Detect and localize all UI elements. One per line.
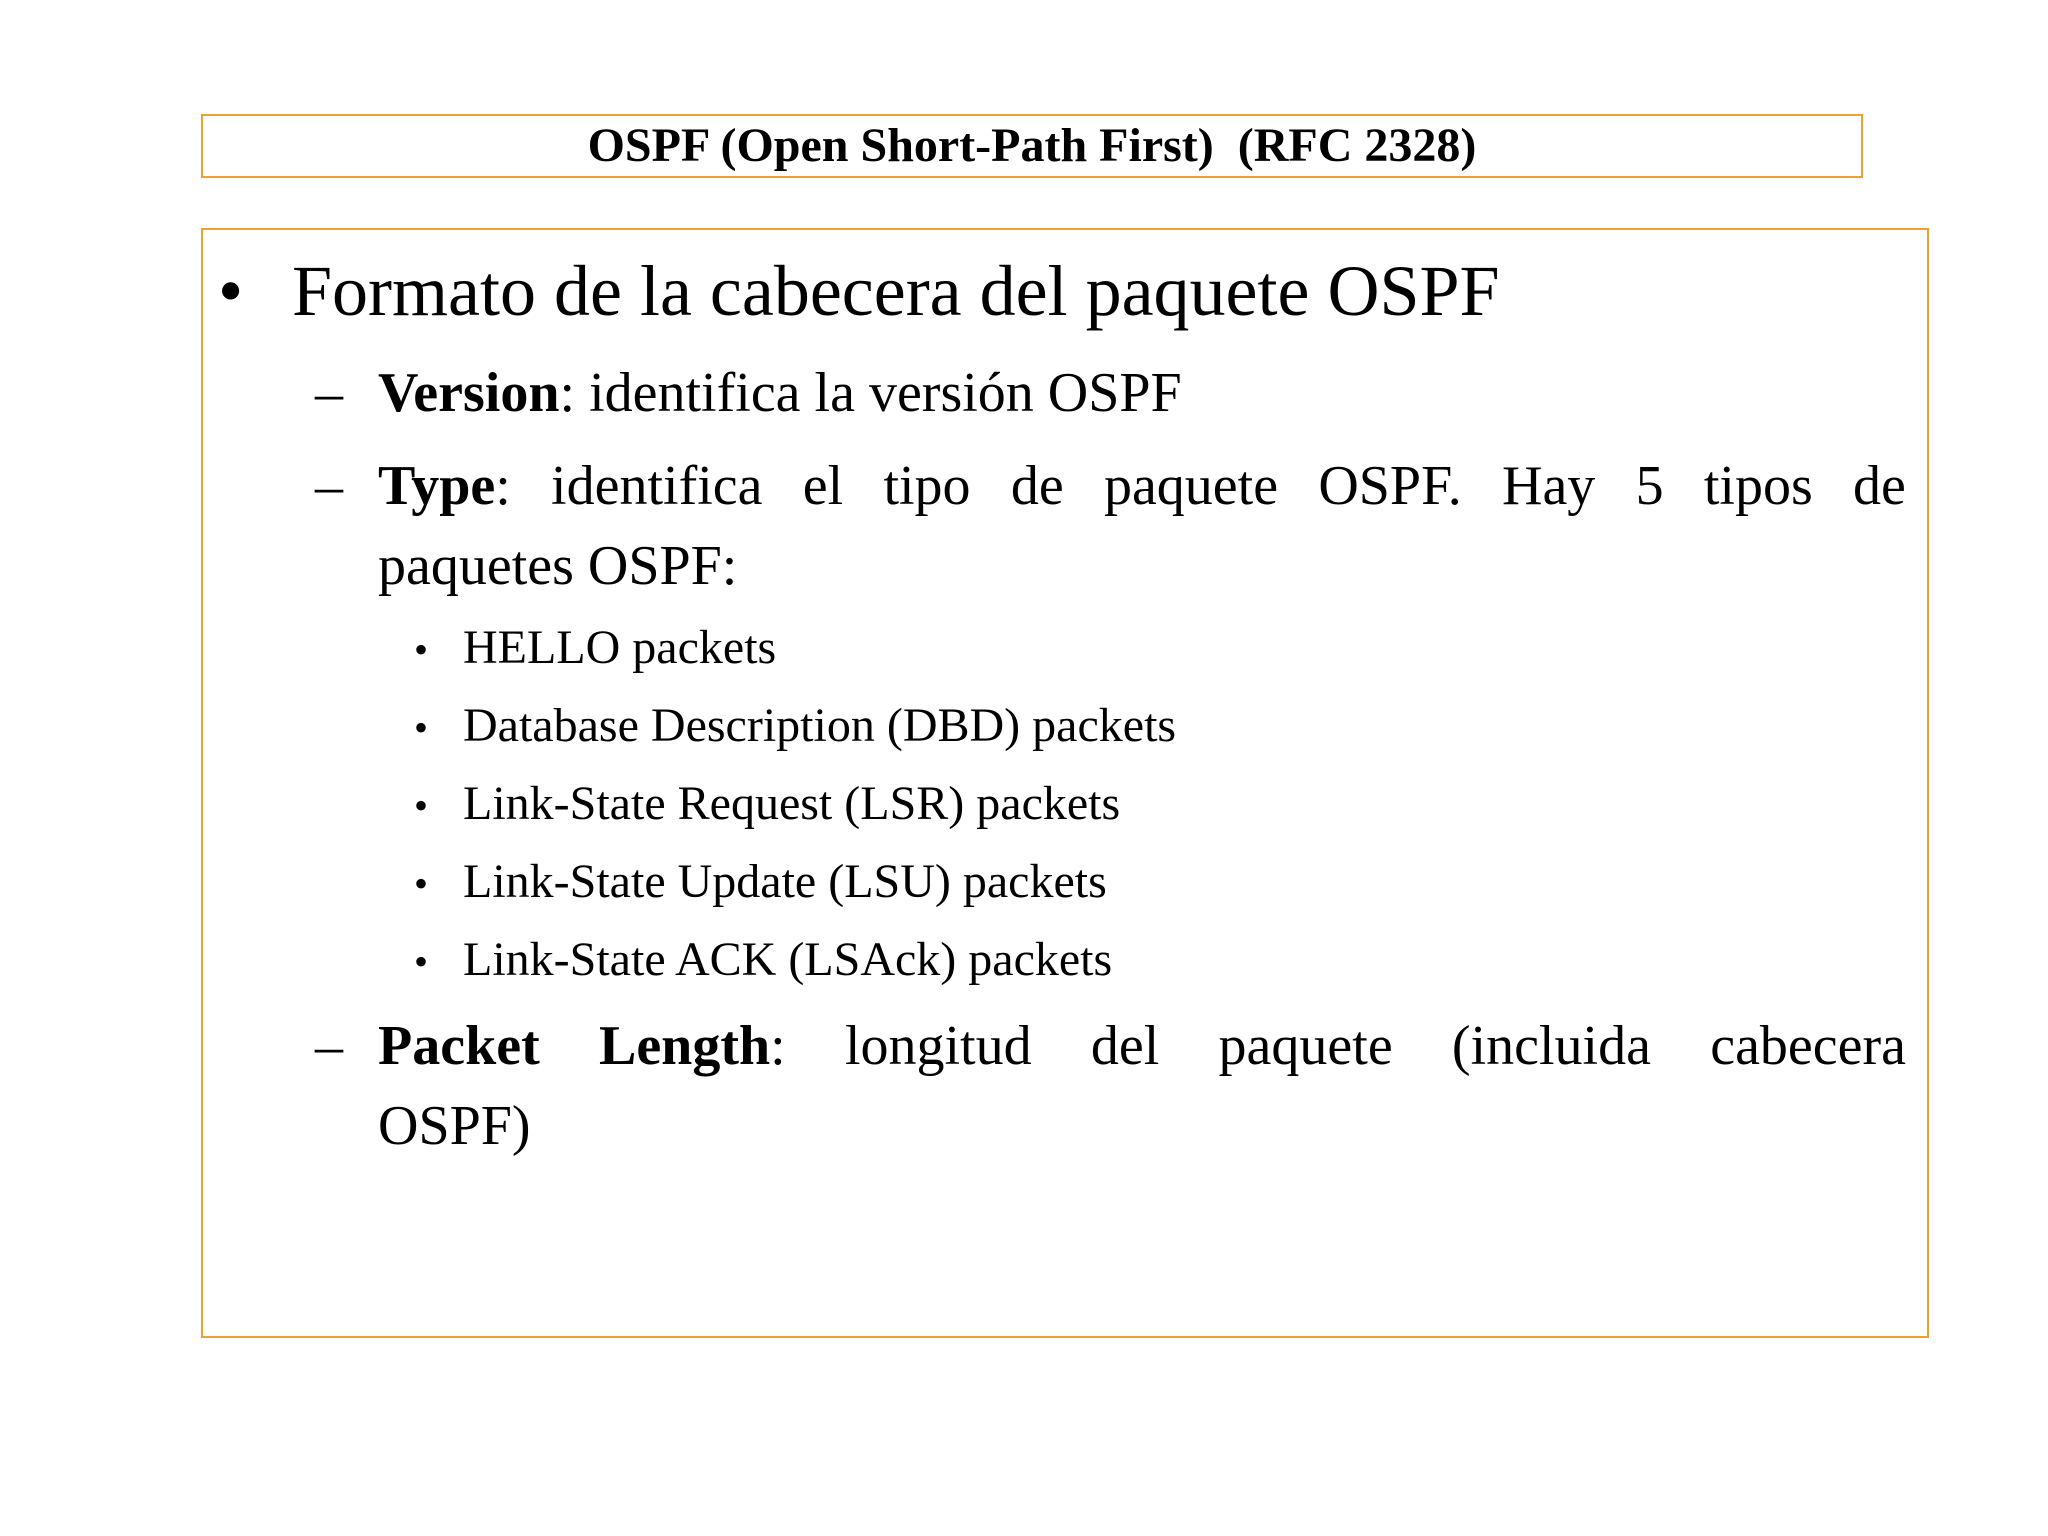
packet-length-dash: – bbox=[315, 1015, 343, 1077]
type-dash: – bbox=[315, 455, 343, 517]
packet-type-item: Link-State Update (LSU) packets bbox=[463, 855, 1107, 908]
packet-length-term-1: Packet bbox=[378, 1015, 540, 1077]
heading-bullet: • bbox=[218, 251, 244, 331]
packet-length-term-2: Length bbox=[598, 1015, 771, 1077]
version-desc: : identifica la versión OSPF bbox=[559, 362, 1182, 424]
version-term: Version bbox=[378, 362, 560, 424]
section-heading: Formato de la cabecera del paquete OSPF bbox=[292, 251, 1500, 331]
packet-type-item: Database Description (DBD) packets bbox=[463, 699, 1177, 752]
packet-type-bullet: • bbox=[414, 861, 429, 906]
slide-title-box bbox=[201, 114, 1863, 178]
slide-title: OSPF (Open Short-Path First) (RFC 2328) bbox=[587, 119, 1477, 172]
version-dash: – bbox=[315, 362, 343, 424]
packet-length-line-1: Packet Length: longitud del paquete (incluida cabecera bbox=[378, 1006, 1906, 1086]
packet-type-bullet: • bbox=[414, 627, 429, 672]
type-line-1: Type: identifica el tipo de paquete OSPF. Hay 5 tipos de bbox=[378, 455, 1906, 517]
type-line-2: paquetes OSPF: bbox=[378, 535, 738, 597]
packet-length-item bbox=[378, 1006, 1906, 1166]
type-term: Type bbox=[378, 455, 496, 517]
packet-type-item: HELLO packets bbox=[463, 621, 777, 674]
version-item bbox=[378, 353, 1906, 433]
packet-type-bullet: • bbox=[414, 783, 429, 828]
packet-type-bullet: • bbox=[414, 939, 429, 984]
packet-type-item: Link-State Request (LSR) packets bbox=[463, 777, 1121, 830]
packet-length-line-2: OSPF) bbox=[378, 1095, 531, 1157]
type-item bbox=[378, 446, 1906, 606]
packet-type-item: Link-State ACK (LSAck) packets bbox=[463, 933, 1113, 986]
packet-type-bullet: • bbox=[414, 705, 429, 750]
